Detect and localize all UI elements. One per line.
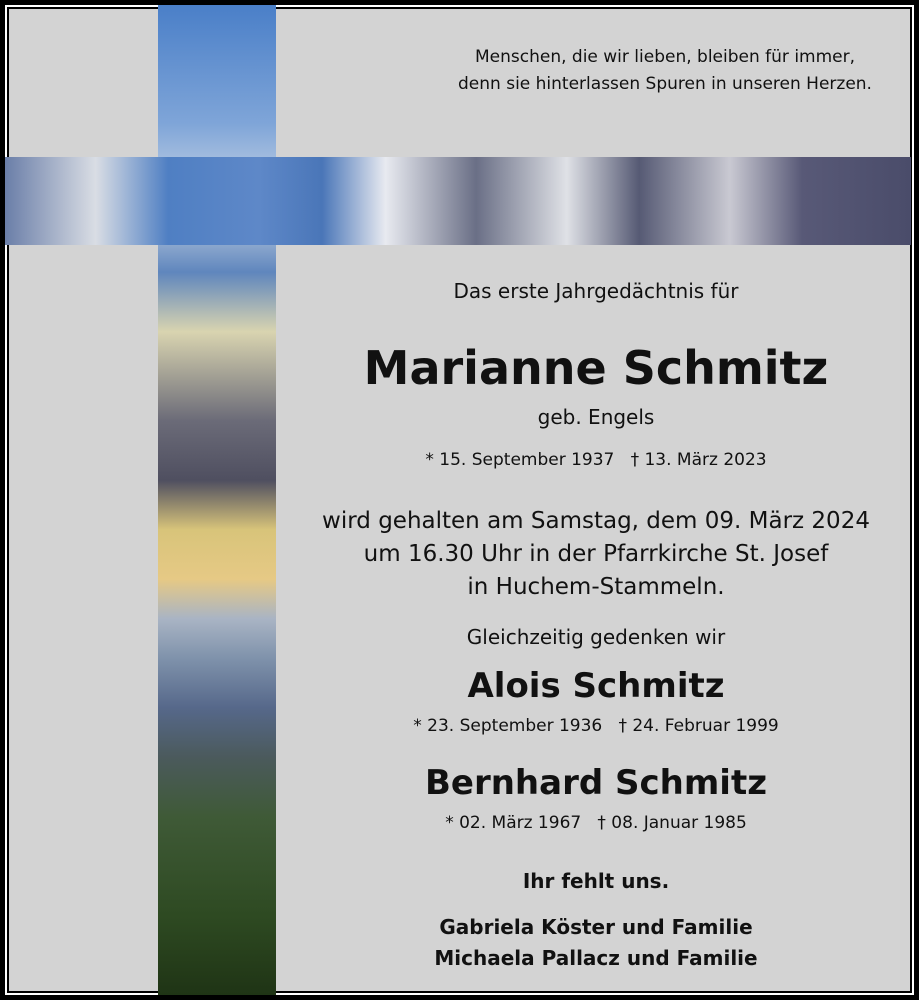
service-info: [276, 505, 916, 604]
service-line: um 16.30 Uhr in der Pfarrkirche St. Josef: [363, 541, 829, 567]
also-name-1: Alois Schmitz: [467, 666, 725, 706]
also-name-2: Bernhard Schmitz: [424, 763, 767, 803]
intro-text: Das erste Jahrgedächtnis für: [453, 279, 739, 303]
quote-line: denn sie hinterlassen Spuren in unseren Herzen.: [458, 74, 872, 94]
family-line: Michaela Pallacz und Familie: [434, 946, 758, 970]
quote-line: Menschen, die wir lieben, bleiben für immer,: [474, 47, 856, 67]
cross-image-horizontal: [5, 157, 911, 245]
family-signatures: [276, 912, 916, 974]
maiden-name: geb. Engels: [537, 405, 655, 429]
family-line: Gabriela Köster und Familie: [439, 915, 753, 939]
closing-text: Ihr fehlt uns.: [522, 869, 670, 893]
also-dates-1: * 23. September 1936 † 24. Februar 1999: [413, 716, 779, 736]
also-intro: Gleichzeitig gedenken wir: [466, 625, 726, 649]
also-dates-2: * 02. März 1967 † 08. Januar 1985: [445, 813, 747, 833]
deceased-dates: * 15. September 1937 † 13. März 2023: [425, 450, 767, 470]
service-line: wird gehalten am Samstag, dem 09. März 2024: [322, 508, 870, 534]
quote: [420, 44, 910, 98]
notice-background: [7, 7, 912, 993]
deceased-name: Marianne Schmitz: [363, 341, 829, 395]
service-line: in Huchem-Stammeln.: [467, 574, 725, 600]
cross-image-vertical: [158, 5, 276, 995]
